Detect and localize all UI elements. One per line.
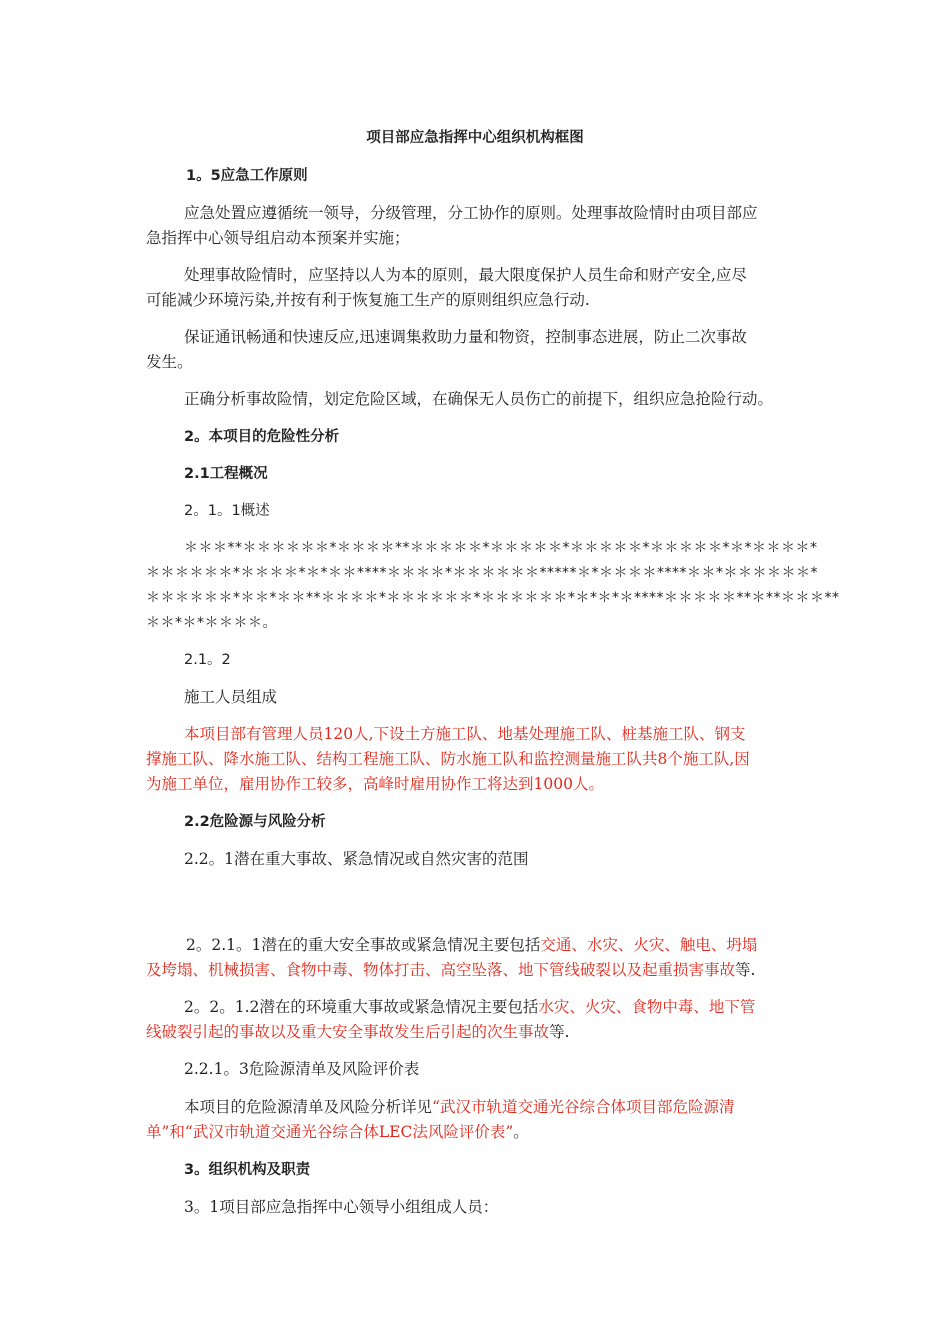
para-2-2-1-2-lead: 2。2。1.2潜在的环境重大事故或紧急情况主要包括 <box>184 998 539 1016</box>
staff-text-line-2: 撑施工队、降水施工队、结构工程施工队、防水施工队和监控测量施工队共8个施工队,因 <box>146 750 750 768</box>
heading-2-2-1-3: 2.2.1。3危险源清单及风险评价表 <box>184 1060 420 1078</box>
para-2-2-1-2-hazards-cont: 线破裂引起的事故以及重大安全事故发生后引起的次生事故 <box>146 1023 550 1041</box>
para-2-line-2: 可能减少环境污染,并按有利于恢复施工生产的原则组织应急行动. <box>146 291 590 309</box>
para-1-line-2: 急指挥中心领导组启动本预案并实施； <box>146 229 410 247</box>
heading-3: 3。组织机构及职责 <box>184 1162 311 1178</box>
masked-text-line-2: ＊＊＊＊＊＊*＊＊＊＊*＊*＊＊****＊＊＊＊*＊＊＊＊＊＊*****＊*＊＊＊＊****＊＊*＊＊＊＊＊＊* <box>146 565 818 581</box>
para-1-line-1: 应急处置应遵循统一领导，分级管理，分工协作的原则。处理事故险情时由项目部应 <box>184 204 758 222</box>
para-2-2-1-3-line-2 <box>146 1122 529 1142</box>
para-3-line-2: 发生。 <box>146 353 193 371</box>
para-2-line-1: 处理事故险情时，应坚持以人为本的原则，最大限度保护人员生命和财产安全,应尽 <box>184 266 747 284</box>
staff-text-line-3: 为施工单位，雇用协作工较多，高峰时雇用协作工将达到1000人。 <box>146 775 604 793</box>
para-2-2-1-3-ref-cont: 单”和“武汉市轨道交通光谷综合体LEC法风险评价表” <box>146 1123 514 1141</box>
para-2-2-1-2-tail: 等. <box>549 1023 570 1041</box>
heading-2-2-1: 2.2。1潜在重大事故、紧急情况或自然灾害的范围 <box>184 850 529 868</box>
para-2-2-1-2-line-2 <box>146 1022 569 1042</box>
masked-text-line-4: ＊＊*＊*＊＊＊＊。 <box>146 615 277 631</box>
heading-2-1-1: 2。1。1概述 <box>184 503 270 519</box>
para-2-2-1-1-hazards-cont: 及垮塌、机械损害、食物中毒、物体打击、高空坠落、地下管线破裂以及起重损害事故 <box>146 961 736 979</box>
para-2-2-1-1-tail: 等. <box>735 961 756 979</box>
heading-2-1: 2.1工程概况 <box>184 466 268 482</box>
para-2-2-1-1-lead: 2。2.1。1潜在的重大安全事故或紧急情况主要包括 <box>186 936 541 954</box>
para-2-2-1-2-line-1 <box>184 997 755 1017</box>
para-4: 正确分析事故险情，划定危险区域，在确保无人员伤亡的前提下，组织应急抢险行动。 <box>184 390 774 408</box>
para-2-2-1-1-line-2 <box>146 960 755 980</box>
staff-text-line-1: 本项目部有管理人员120人,下设土方施工队、地基处理施工队、桩基施工队、钢支 <box>184 725 746 743</box>
para-2-2-1-3-lead: 本项目的危险源清单及风险分析详见 <box>184 1098 433 1116</box>
staff-label: 施工人员组成 <box>184 688 278 706</box>
para-2-2-1-3-tail: 。 <box>513 1123 529 1141</box>
heading-2-2: 2.2危险源与风险分析 <box>184 814 326 830</box>
heading-3-1: 3。1项目部应急指挥中心领导小组组成人员： <box>184 1198 499 1216</box>
para-2-2-1-1-hazards: 交通、水灾、火灾、触电、坍塌 <box>540 936 758 954</box>
heading-2-1-2: 2.1。2 <box>184 652 231 668</box>
heading-2: 2。本项目的危险性分析 <box>184 429 340 445</box>
para-2-2-1-2-hazards: 水灾、火灾、食物中毒、地下管 <box>538 998 756 1016</box>
para-2-2-1-1-line-1 <box>186 935 757 955</box>
para-2-2-1-3-ref: “武汉市轨道交通光谷综合体项目部危险源清 <box>432 1098 735 1116</box>
para-2-2-1-3-line-1 <box>184 1097 734 1117</box>
masked-text-line-3: ＊＊＊＊＊＊*＊＊*＊＊**＊＊＊＊*＊＊＊＊＊＊*＊＊＊＊＊＊*＊*＊*＊****＊＊＊＊＊**＊**＊＊＊** <box>146 590 840 606</box>
heading-1-5: 1。5应急工作原则 <box>186 168 308 184</box>
para-3-line-1: 保证通讯畅通和快速反应,迅速调集救助力量和物资，控制事态进展，防止二次事故 <box>184 328 747 346</box>
page-title: 项目部应急指挥中心组织机构框图 <box>366 130 584 146</box>
masked-text-line-1: ＊＊＊**＊＊＊＊＊＊*＊＊＊＊**＊＊＊＊＊*＊＊＊＊＊*＊＊＊＊＊*＊＊＊＊＊*＊*＊＊＊＊* <box>184 540 818 556</box>
